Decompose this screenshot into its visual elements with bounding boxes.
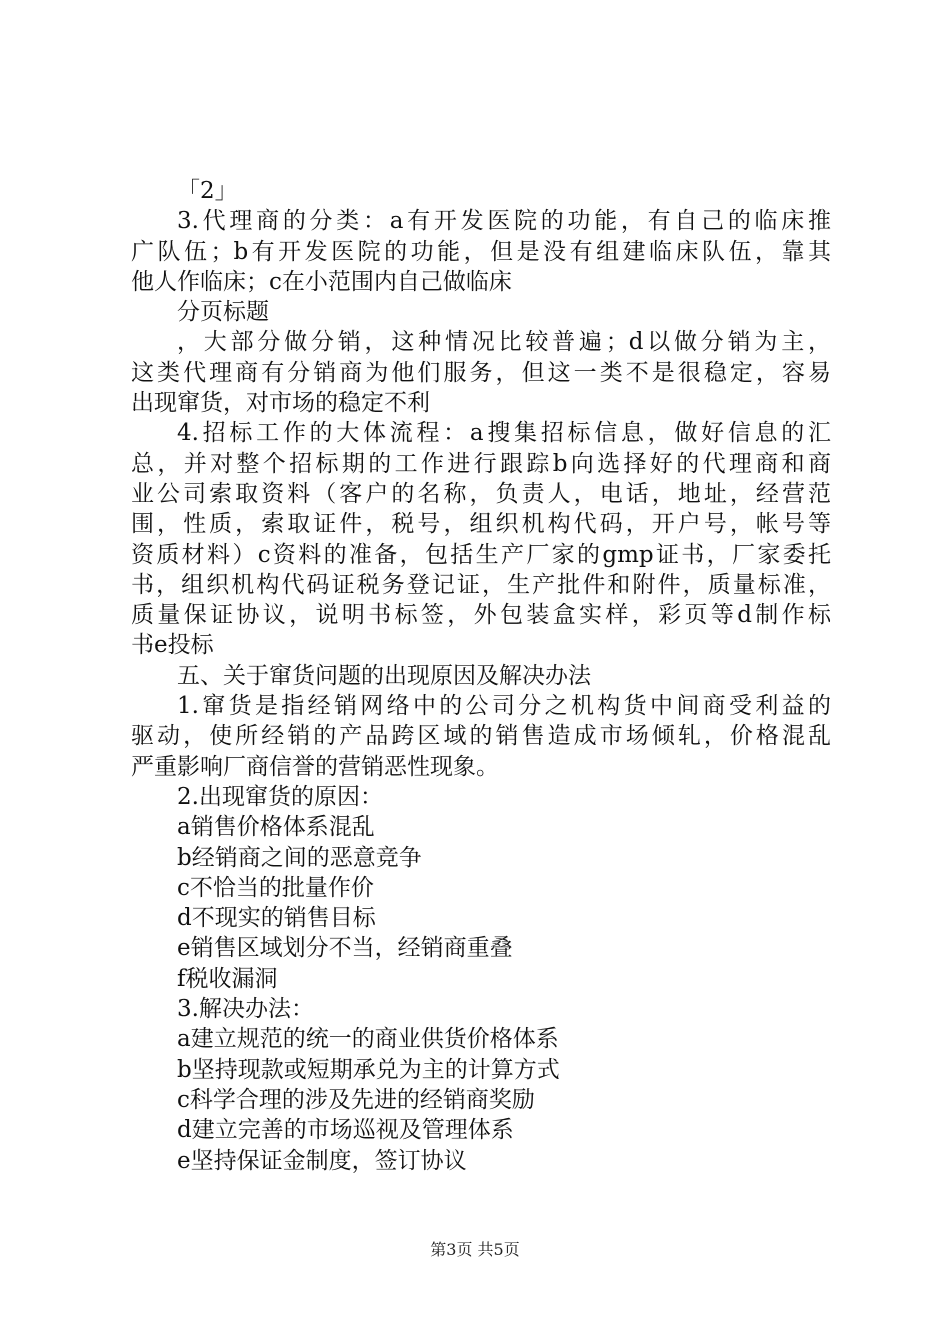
text-line: 五、关于窜货问题的出现原因及解决办法 bbox=[177, 662, 591, 689]
text-line: f税收漏洞 bbox=[177, 965, 278, 992]
text-line: 1.窜货是指经销网络中的公司分之机构货中间商受利益的 bbox=[177, 693, 831, 720]
page-footer: 第3页 共5页 bbox=[430, 1240, 520, 1259]
text-line: d不现实的销售目标 bbox=[177, 905, 376, 932]
text-line: b经销商之间的恶意竞争 bbox=[177, 844, 422, 871]
text-line: ，大部分做分销，这种情况比较普遍；d以做分销为主， bbox=[177, 329, 831, 356]
text-line: 他人作临床；c在小范围内自己做临床 bbox=[131, 268, 512, 295]
text-line: 分页标题 bbox=[177, 299, 269, 326]
text-line: c不恰当的批量作价 bbox=[177, 874, 374, 901]
document-body bbox=[131, 176, 831, 1176]
text-line: e坚持保证金制度，签订协议 bbox=[177, 1147, 467, 1174]
text-line: 围，性质，索取证件，税号，组织机构代码，开户号，帐号等 bbox=[131, 511, 831, 538]
text-line: 总，并对整个招标期的工作进行跟踪b向选择好的代理商和商 bbox=[131, 450, 831, 477]
text-line: 这类代理商有分销商为他们服务，但这一类不是很稳定，容易 bbox=[131, 359, 831, 386]
text-line: 严重影响厂商信誉的营销恶性现象。 bbox=[131, 753, 499, 780]
text-line: 书e投标 bbox=[131, 632, 214, 659]
text-line: a建立规范的统一的商业供货价格体系 bbox=[177, 1026, 559, 1053]
text-line: 资质材料）c资料的准备，包括生产厂家的gmp证书，厂家委托 bbox=[131, 541, 831, 568]
text-line: a销售价格体系混乱 bbox=[177, 814, 375, 841]
text-line: 3.代理商的分类：a有开发医院的功能，有自己的临床推 bbox=[177, 208, 831, 235]
text-line: b坚持现款或短期承兑为主的计算方式 bbox=[177, 1056, 560, 1083]
text-line: e销售区域划分不当，经销商重叠 bbox=[177, 935, 513, 962]
text-line: 驱动，使所经销的产品跨区域的销售造成市场倾轧，价格混乱 bbox=[131, 723, 831, 750]
text-line: 广队伍；b有开发医院的功能，但是没有组建临床队伍，靠其 bbox=[131, 238, 831, 265]
text-line: 质量保证协议，说明书标签，外包装盒实样，彩页等d制作标 bbox=[131, 602, 831, 629]
text-line: d建立完善的市场巡视及管理体系 bbox=[177, 1117, 514, 1144]
text-line: 书，组织机构代码证税务登记证，生产批件和附件，质量标准， bbox=[131, 571, 831, 598]
text-line: 出现窜货，对市场的稳定不利 bbox=[131, 390, 430, 417]
text-line: 4.招标工作的大体流程：a搜集招标信息，做好信息的汇 bbox=[177, 420, 831, 447]
text-line: 业公司索取资料（客户的名称，负责人，电话，地址，经营范 bbox=[131, 480, 831, 507]
text-line: 3.解决办法： bbox=[177, 996, 314, 1023]
text-line: c科学合理的涉及先进的经销商奖励 bbox=[177, 1086, 535, 1113]
text-line: 2.出现窜货的原因： bbox=[177, 783, 383, 810]
text-line: 「2」 bbox=[177, 178, 238, 204]
